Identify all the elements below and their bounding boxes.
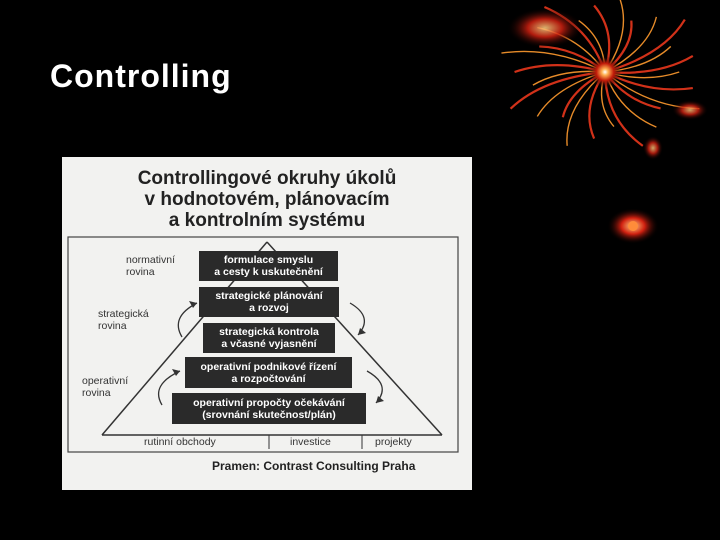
level-label-line: normativní (126, 254, 176, 266)
box-line: operativní propočty očekávání (193, 396, 345, 409)
box-line: formulace smyslu (223, 254, 314, 266)
pyramid-box-operative-calculations (172, 393, 366, 424)
level-label-line: rovina (98, 320, 127, 332)
flower-center (589, 56, 621, 88)
pyramid-box-purpose (199, 251, 338, 281)
figure-title-line: v hodnotovém, plánovacím (144, 189, 390, 210)
box-line: strategická kontrola (219, 326, 319, 338)
figure-title-line: a kontrolním systému (168, 210, 366, 231)
box-line: a cesty k uskutečnění (214, 266, 323, 278)
base-label-investment: investice (290, 436, 331, 448)
level-label-line: strategická (98, 308, 149, 320)
box-line: a rozvoj (249, 302, 289, 314)
petal-glow (672, 100, 708, 120)
petal-glow (507, 8, 583, 48)
level-label-operative (82, 375, 128, 399)
level-label-strategic (98, 308, 149, 332)
box-line: a rozpočtování (231, 372, 306, 385)
pyramid-box-strategic-planning (199, 287, 339, 317)
slide-title: Controlling (50, 58, 232, 94)
small-flower-center (628, 221, 638, 231)
box-line: (srovnání skutečnost/plán) (202, 408, 336, 421)
petal-glow (643, 136, 663, 160)
level-label-line: rovina (82, 387, 111, 399)
cycle-arrow-left (178, 303, 197, 337)
level-label-line: rovina (126, 266, 155, 278)
box-line: a včasné vyjasnění (221, 338, 317, 350)
figure-title-line: Controllingové okruhy úkolů (137, 168, 397, 189)
figure-source: Pramen: Contrast Consulting Praha (212, 459, 416, 473)
pyramid-box-operative-management (185, 357, 352, 388)
controlling-figure (62, 157, 472, 490)
base-label-routine: rutinní obchody (144, 436, 216, 448)
level-label-line: operativní (82, 375, 129, 387)
level-label-normative (126, 254, 175, 278)
box-line: operativní podnikové řízení (200, 360, 337, 373)
pyramid-box-strategic-control (203, 323, 335, 353)
box-line: strategické plánování (215, 290, 323, 302)
base-label-projects: projekty (375, 436, 412, 448)
